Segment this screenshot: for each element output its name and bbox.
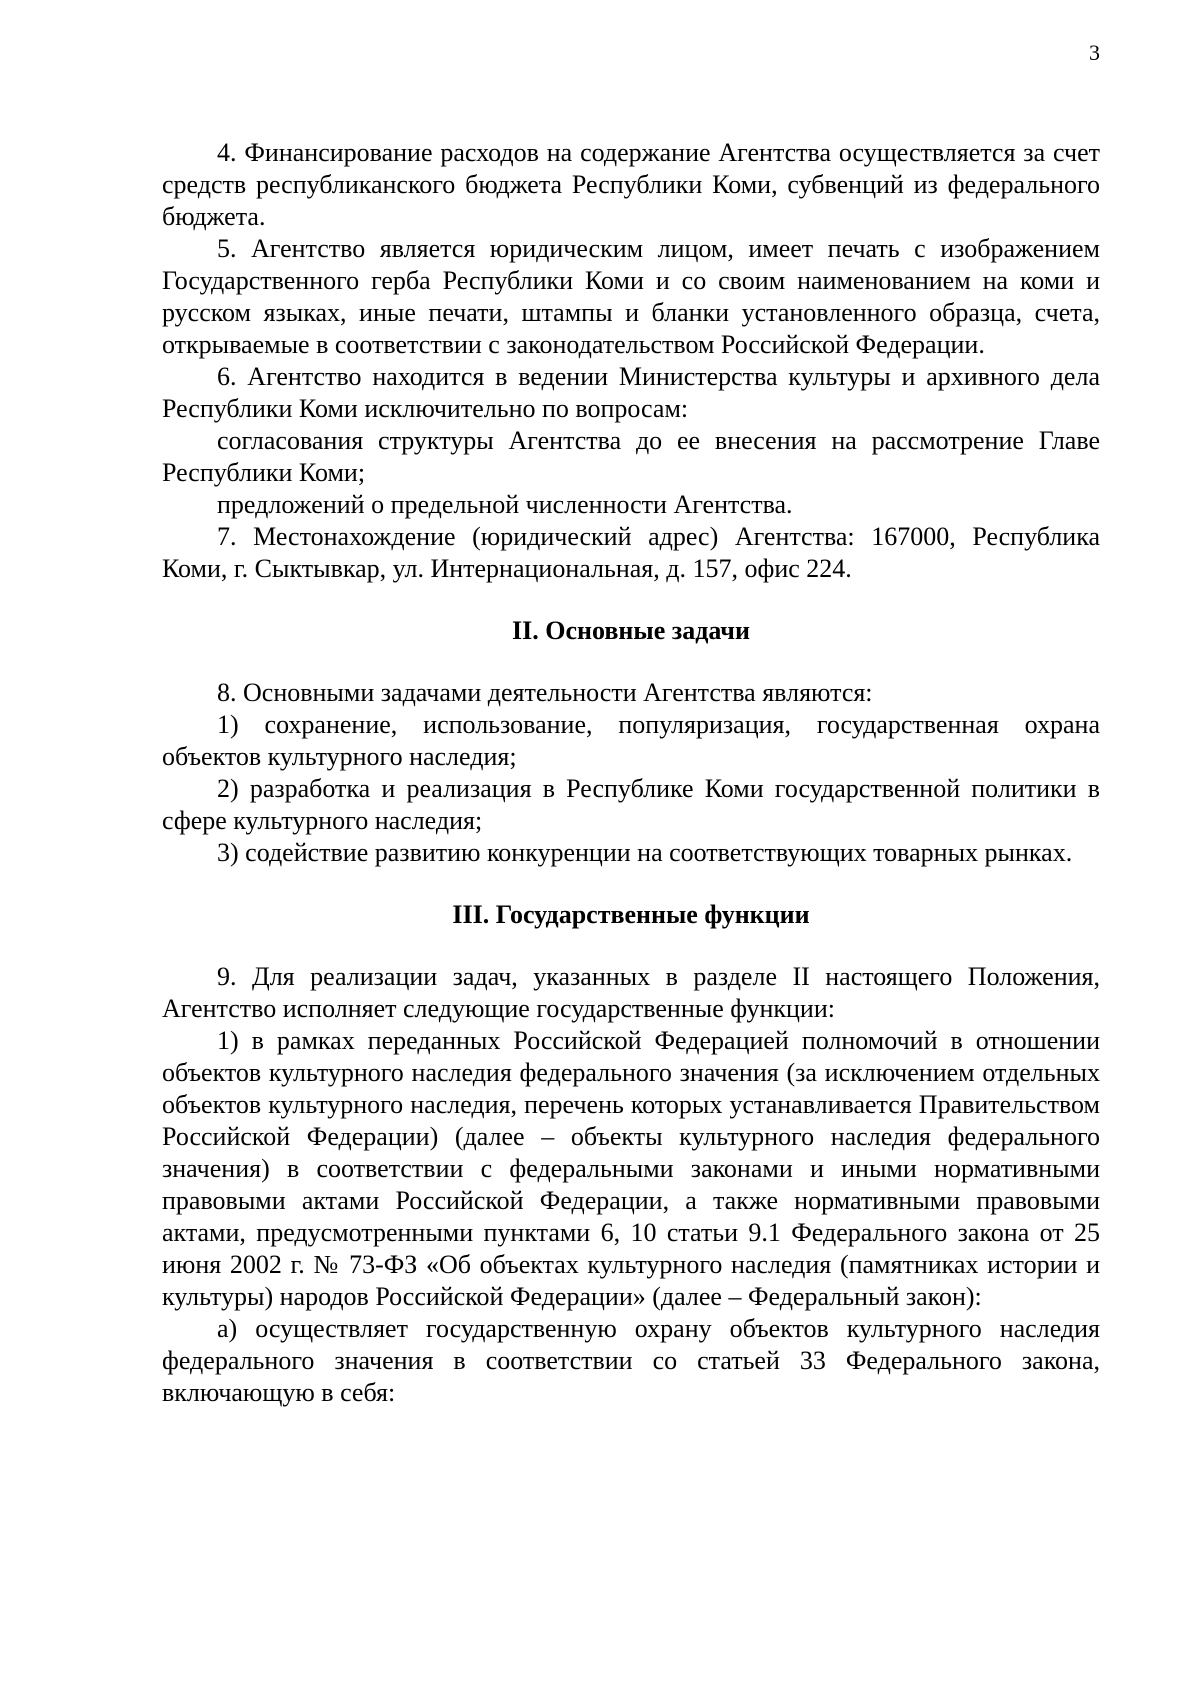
paragraph-7: 7. Местонахождение (юридический адрес) Агентства: 167000, Республика Коми, г. Сыктывкар, ул. Интернациональная, д. 157, офис 224. bbox=[162, 522, 1100, 583]
document-body bbox=[162, 137, 1100, 1409]
page-number: 3 bbox=[1089, 40, 1100, 65]
paragraph-4: 4. Финансирование расходов на содержание Агентства осуществляется за счет средств республиканского бюджета Республики Коми, субвенций из федерального бюджета. bbox=[162, 138, 1100, 231]
paragraph-8-item-1: 1) сохранение, использование, популяризация, государственная охрана объектов культурного наследия; bbox=[162, 710, 1100, 771]
paragraph-9: 9. Для реализации задач, указанных в разделе II настоящего Положения, Агентство исполняет следующие государственные функции: bbox=[162, 962, 1100, 1023]
paragraph-9-item-1a: а) осуществляет государственную охрану объектов культурного наследия федерального значения в соответствии со статьей 33 Федерального закона, включающую в себя: bbox=[162, 1314, 1100, 1407]
section-heading-tasks: II. Основные задачи bbox=[512, 616, 750, 645]
paragraph-9-item-1: 1) в рамках переданных Российской Федерацией полномочий в отношении объектов культурного наследия федерального значения (за исключением отдельных объектов культурного наследия, перечень которых устанавливается Правительством Российской Федерации) (далее – объекты культурного наследия федерального значения) в соответствии с федеральными законами и иными нормативными правовыми актами Российской Федерации, а также нормативными правовыми актами, предусмотренными пунктами 6, 10 статьи 9.1 Федерального закона от 25 июня 2002 г. № 73-ФЗ «Об объектах культурного наследия (памятниках истории и культуры) народов Российской Федерации» (далее – Федеральный закон): bbox=[162, 1026, 1100, 1311]
section-heading-functions: III. Государственные функции bbox=[452, 900, 810, 929]
paragraph-5: 5. Агентство является юридическим лицом, имеет печать с изображением Государственного герба Республики Коми и со своим наименованием на коми и русском языках, иные печати, штампы и бланки установленного образца, счета, открываемые в соответствии с законодательством Российской Федерации. bbox=[162, 234, 1100, 359]
paragraph-8-item-3: 3) содействие развитию конкуренции на соответствующих товарных рынках. bbox=[217, 838, 1073, 867]
paragraph-6-item-1: согласования структуры Агентства до ее внесения на рассмотрение Главе Республики Коми; bbox=[162, 426, 1100, 487]
paragraph-6-item-2: предложений о предельной численности Агентства. bbox=[217, 490, 793, 519]
paragraph-6: 6. Агентство находится в ведении Министерства культуры и архивного дела Республики Коми исключительно по вопросам: bbox=[162, 362, 1100, 423]
paragraph-8: 8. Основными задачами деятельности Агентства являются: bbox=[217, 678, 873, 707]
paragraph-8-item-2: 2) разработка и реализация в Республике Коми государственной политики в сфере культурного наследия; bbox=[162, 774, 1100, 835]
